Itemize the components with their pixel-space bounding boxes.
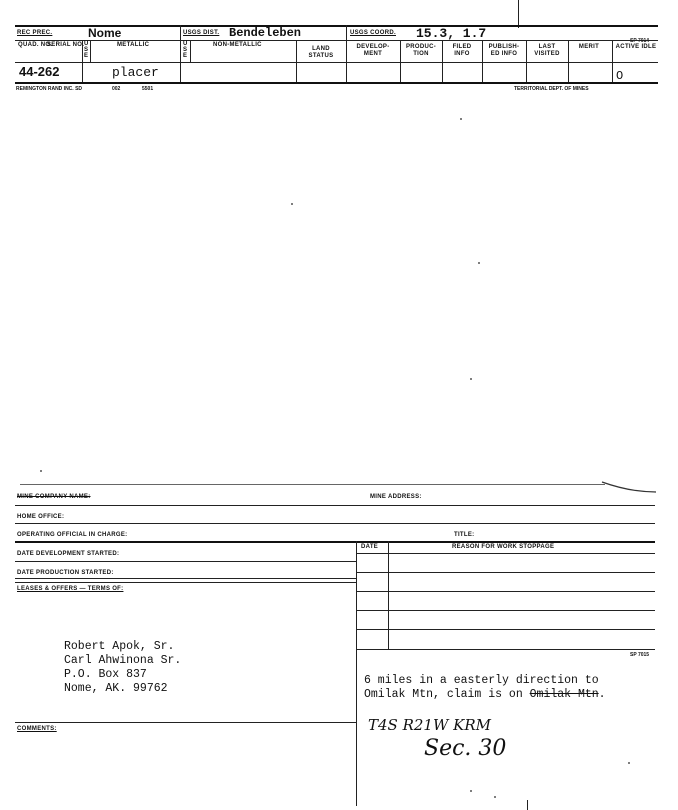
quad-serial-value: 44-262 xyxy=(19,64,60,79)
metallic-value: placer xyxy=(112,65,159,80)
owner-line-2: Carl Ahwinona Sr. xyxy=(64,654,182,667)
date-development-label: DATE DEVELOPMENT STARTED: xyxy=(17,551,120,557)
active-idle-label: ACTIVE IDLE xyxy=(615,44,657,50)
date-production-label: DATE PRODUCTION STARTED: xyxy=(17,570,114,576)
speck xyxy=(291,203,293,205)
speck xyxy=(628,762,630,764)
last-visited-label: LAST VISITED xyxy=(534,44,560,57)
land-status-label: LAND STATUS xyxy=(308,46,334,59)
section-handwriting: Sec. 30 xyxy=(424,736,507,761)
page-curl-mark xyxy=(600,478,660,498)
filed-info-label: FILED INFO xyxy=(452,44,472,57)
metallic-use-label: U S E xyxy=(84,41,89,59)
comments-label: COMMENTS: xyxy=(17,726,57,732)
owner-line-1: Robert Apok, Sr. xyxy=(64,640,175,653)
nonmetallic-use-label: U S E xyxy=(183,41,188,59)
printer-code-2: 5501 xyxy=(142,86,154,92)
form-code-bottom: SP 7015 xyxy=(630,652,650,658)
speck xyxy=(470,378,472,380)
rec-prec-label: REC PREC. xyxy=(17,30,53,36)
speck xyxy=(40,470,42,472)
location-line-2: Omilak Mtn, claim is on Omilak Mtn. xyxy=(364,688,606,701)
form-code-top: SP 7014 xyxy=(630,38,650,44)
home-office-label: HOME OFFICE: xyxy=(17,514,65,520)
form-divider xyxy=(356,541,357,806)
date-column-label: DATE xyxy=(361,544,379,550)
development-label: DEVELOP- MENT xyxy=(356,44,390,57)
published-info-label: PUBLISH- ED INFO xyxy=(488,44,520,57)
top-margin-mark xyxy=(518,0,519,28)
owner-line-3: P.O. Box 837 xyxy=(64,668,147,681)
printer-text: REMINGTON RAND INC. SD xyxy=(16,86,83,92)
title-label: TITLE: xyxy=(454,532,475,538)
usgs-coord-label: USGS COORD. xyxy=(350,30,396,36)
production-label: PRODUC- TION xyxy=(405,44,437,57)
usgs-dist-value: Bendeleben xyxy=(229,26,302,40)
speck xyxy=(478,262,480,264)
usgs-coord-value: 15.3, 1.7 xyxy=(416,26,487,41)
department-text: TERRITORIAL DEPT. OF MINES xyxy=(514,86,589,92)
printer-code-1: 002 xyxy=(112,86,121,92)
leases-label: LEASES & OFFERS — TERMS OF: xyxy=(17,586,124,592)
nonmetallic-label: NON-METALLIC xyxy=(213,42,262,48)
serial-no-label: SERIAL NO. xyxy=(47,42,85,48)
mine-address-label: MINE ADDRESS: xyxy=(370,494,422,500)
header-bottom-border xyxy=(15,82,658,84)
speck xyxy=(470,790,472,792)
bottom-margin-mark xyxy=(527,800,528,810)
usgs-dist-label: USGS DIST. xyxy=(183,30,220,36)
quad-no-label: QUAD. NO. xyxy=(18,42,53,48)
merit-label: MERIT xyxy=(578,44,600,50)
struck-text: Omilak Mtn xyxy=(529,688,599,701)
rec-prec-value: Nome xyxy=(88,26,122,40)
mine-company-label: MINE COMPANY NAME: xyxy=(17,494,91,500)
active-idle-mark: O xyxy=(616,69,624,83)
operating-official-label: OPERATING OFFICIAL IN CHARGE: xyxy=(17,532,128,538)
metallic-label: METALLIC xyxy=(117,42,150,48)
township-handwriting: T4S R21W KRM xyxy=(368,716,492,734)
owner-line-4: Nome, AK. 99762 xyxy=(64,682,168,695)
location-line-1: 6 miles in a easterly direction to xyxy=(364,674,599,687)
speck xyxy=(460,118,462,120)
reason-column-label: REASON FOR WORK STOPPAGE xyxy=(452,544,555,550)
speck xyxy=(494,796,496,798)
